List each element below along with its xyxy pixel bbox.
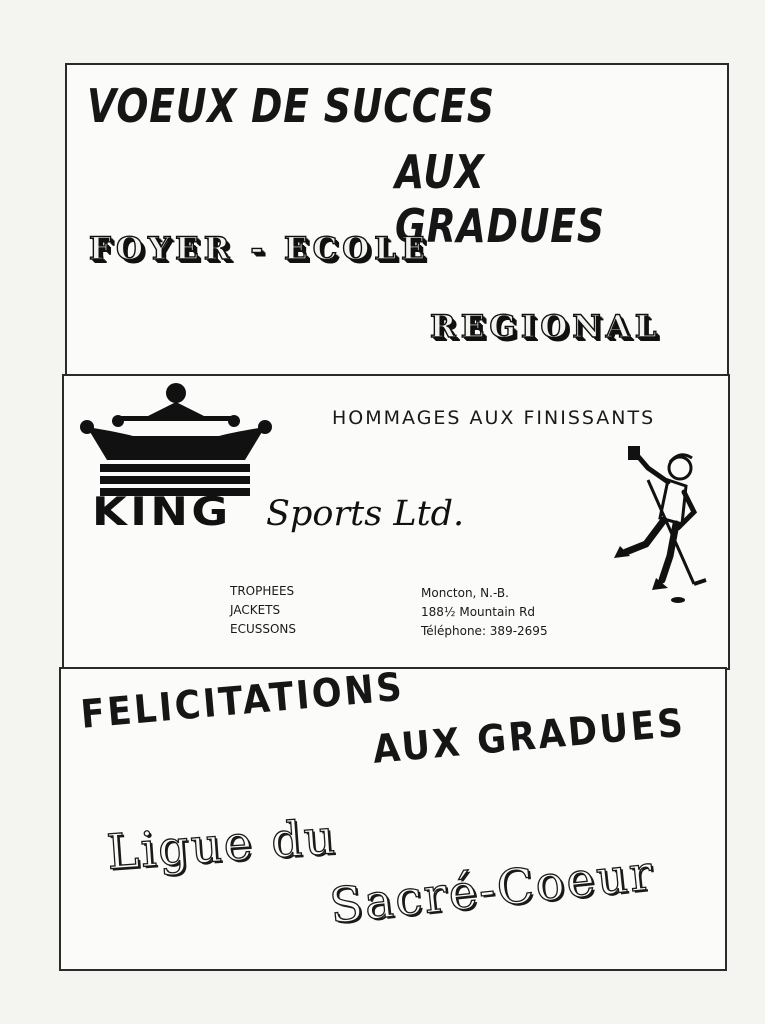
product-list — [230, 582, 296, 639]
sponsor-sacre-coeur: Sacré-Coeur — [327, 844, 657, 935]
ad-foyer-ecole — [65, 63, 729, 380]
product-trophees: TROPHEES — [230, 584, 295, 598]
address-city: Moncton, N.-B. — [421, 586, 509, 600]
hockey-player-icon — [608, 440, 708, 608]
crown-icon — [78, 380, 274, 498]
address-phone: Téléphone: 389-2695 — [421, 624, 548, 638]
ad-king-sports — [62, 374, 730, 670]
product-ecussons: ECUSSONS — [230, 622, 297, 636]
brand-sports-ltd: Sports Ltd. — [266, 494, 465, 534]
headline-felicitations: FELICITATIONS — [79, 664, 407, 738]
sponsor-regional: REGIONAL — [430, 309, 662, 345]
sponsor-foyer-ecole: FOYER - ECOLE — [89, 231, 430, 267]
address-block — [421, 584, 548, 641]
tagline-hommages: HOMMAGES AUX FINISSANTS — [332, 407, 656, 429]
ad-ligue-sacre-coeur — [59, 664, 727, 971]
sponsor-ligue-du: Ligue du — [105, 808, 339, 881]
headline-aux-gradues: AUX GRADUES — [395, 145, 605, 253]
brand-king: KING — [92, 490, 232, 535]
headline-voeux: VOEUX DE SUCCES — [87, 79, 495, 133]
address-street: 188½ Mountain Rd — [421, 605, 536, 619]
headline-aux-gradues-2: AUX GRADUES — [371, 700, 688, 773]
product-jackets: JACKETS — [230, 603, 281, 617]
